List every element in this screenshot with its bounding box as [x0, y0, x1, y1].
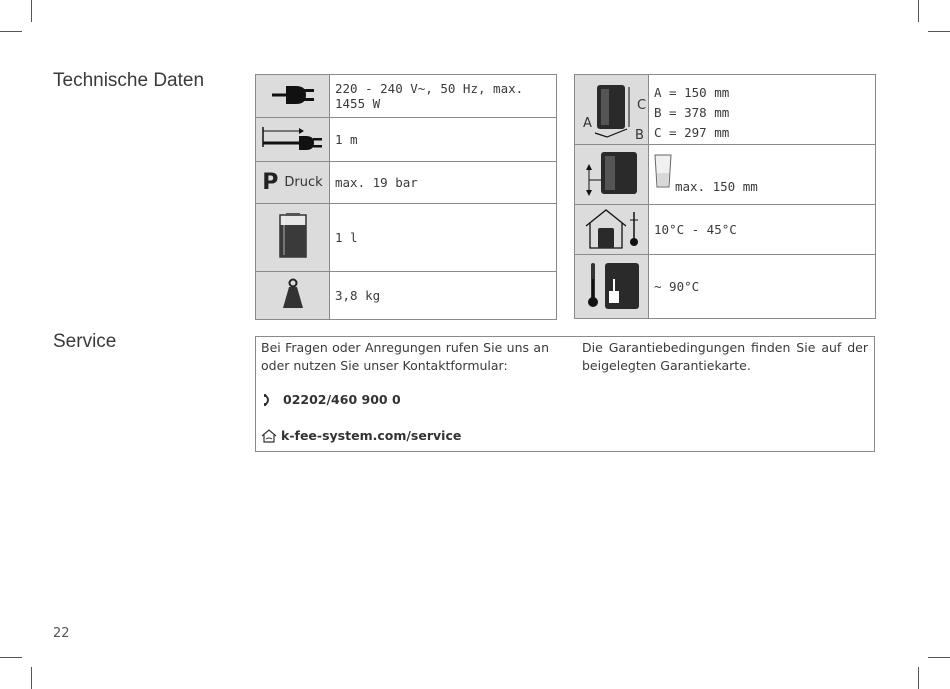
crop-mark — [928, 31, 950, 32]
crop-mark — [31, 0, 32, 22]
spec-row — [256, 272, 557, 320]
spec-value-pressure: max. 19 bar — [330, 162, 557, 204]
dimension-label-a: A — [582, 116, 592, 131]
spec-value-power: 220 - 240 V~, 50 Hz, max. 1455 W — [330, 75, 557, 118]
spec-row — [256, 75, 557, 118]
warranty-text: Die Garantiebedingungen finden Sie auf der beigelegten Garantiekarte. — [582, 340, 868, 373]
ambient-temperature-icon — [575, 205, 649, 255]
crop-mark — [0, 657, 22, 658]
page-number: 22 — [53, 626, 70, 641]
water-tank-icon — [256, 204, 330, 272]
spec-row — [256, 118, 557, 162]
crop-mark — [918, 667, 919, 689]
tech-data-heading: Technische Daten — [53, 70, 205, 91]
spec-table-left — [255, 74, 557, 320]
spec-row — [256, 204, 557, 272]
dimension-label-c: C — [636, 98, 646, 113]
spec-value-cup — [649, 145, 876, 205]
spec-row — [575, 145, 876, 205]
spec-table-right — [574, 74, 876, 319]
service-heading: Service — [53, 331, 117, 352]
pressure-symbol: P — [262, 170, 279, 195]
machine-dimensions-icon — [575, 75, 649, 145]
phone-line — [261, 392, 401, 407]
pressure-icon — [256, 162, 330, 204]
pressure-label: Druck — [284, 175, 323, 190]
cable-length-icon — [256, 118, 330, 162]
power-plug-icon — [256, 75, 330, 118]
dimension-a: A = 150 mm — [654, 85, 730, 100]
glass-icon — [653, 153, 673, 189]
spec-value-weight: 3,8 kg — [330, 272, 557, 320]
crop-mark — [31, 667, 32, 689]
crop-mark — [928, 657, 950, 658]
cup-height-value: max. 150 mm — [675, 179, 758, 194]
spec-row — [256, 162, 557, 204]
brew-temperature-icon — [575, 255, 649, 319]
home-icon — [261, 429, 277, 443]
crop-mark — [918, 0, 919, 22]
website-line — [261, 428, 461, 443]
service-box — [255, 336, 875, 452]
phone-number[interactable]: 02202/460 900 0 — [283, 392, 401, 407]
spec-value-tank: 1 l — [330, 204, 557, 272]
dimension-b: B = 378 mm — [654, 105, 730, 120]
cup-height-icon — [575, 145, 649, 205]
spec-value-brew: ~ 90°C — [649, 255, 876, 319]
spec-row — [575, 205, 876, 255]
spec-value-ambient: 10°C - 45°C — [649, 205, 876, 255]
spec-row — [575, 255, 876, 319]
crop-mark — [0, 31, 22, 32]
dimension-label-b: B — [634, 128, 644, 141]
dimension-c: C = 297 mm — [654, 125, 730, 140]
website-link[interactable]: k-fee-system.com/service — [281, 428, 462, 443]
spec-value-dimensions — [649, 75, 876, 145]
spec-value-cable: 1 m — [330, 118, 557, 162]
phone-icon — [261, 393, 275, 407]
service-contact-text: Bei Fragen oder Anregungen rufen Sie uns an oder nutzen Sie unser Kontaktformular: — [261, 340, 549, 373]
weight-icon — [256, 272, 330, 320]
spec-row — [575, 75, 876, 145]
